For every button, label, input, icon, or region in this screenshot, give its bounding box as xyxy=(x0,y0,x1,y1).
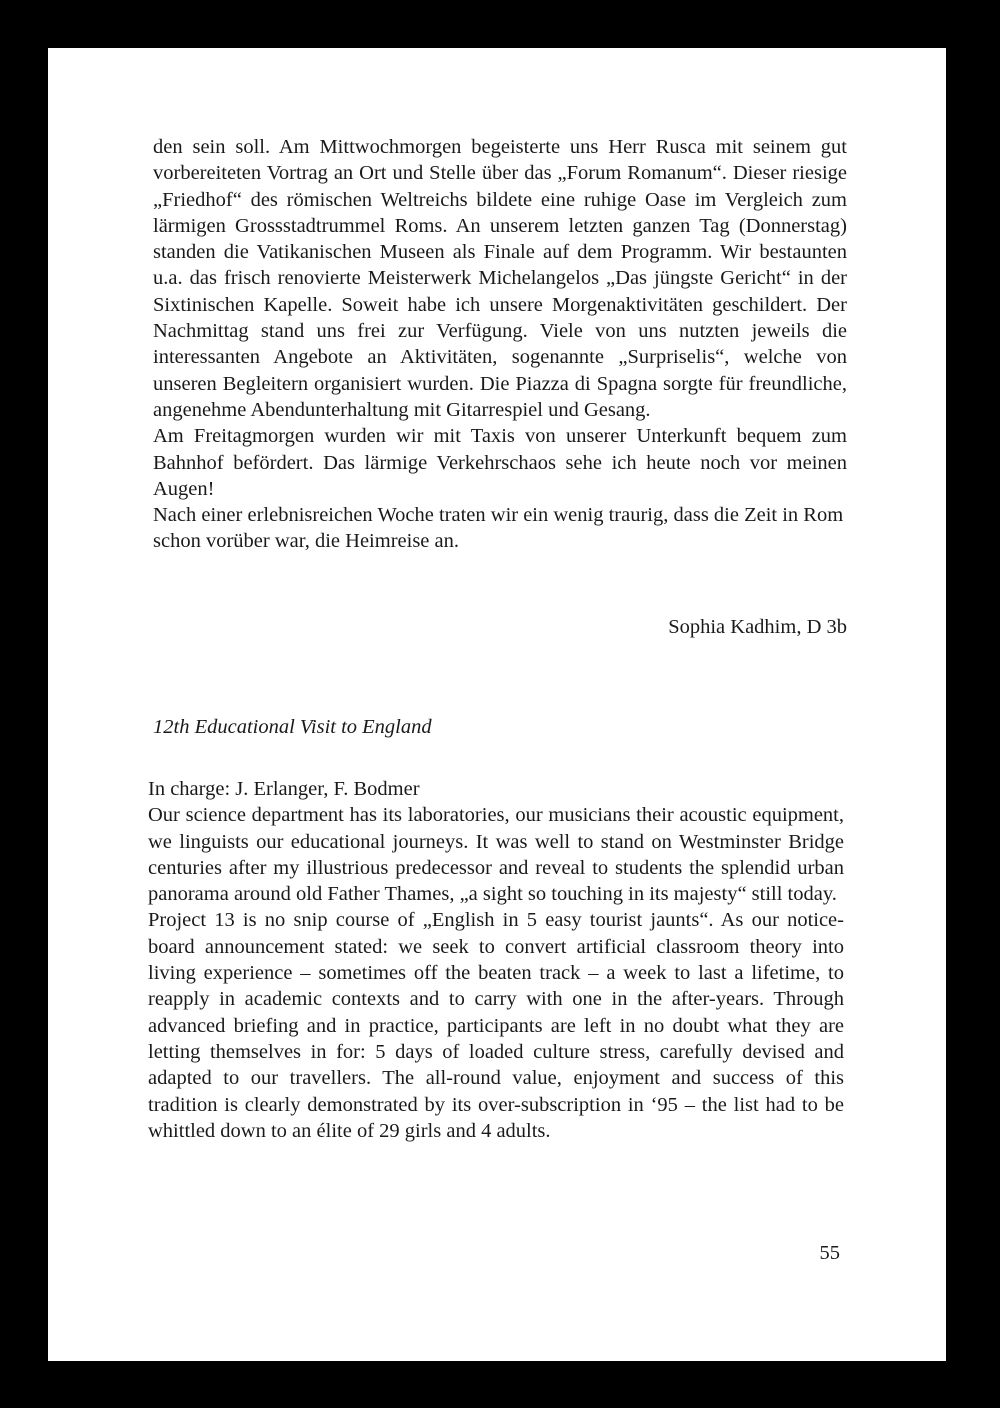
paragraph: Our science department has its laboratories, our musicians their acoustic equipment, we linguists our educational journeys. It was well to stand on Westminster Bridge centuries after my illustrious predecessor and reveal to students the splendid urban panorama around old Father Thames, „a sight so touching in its majesty“ still today. xyxy=(148,804,844,906)
document-page xyxy=(48,48,946,1361)
section-title: 12th Educational Visit to England xyxy=(153,716,432,738)
in-charge-line: In charge: J. Erlanger, F. Bodmer xyxy=(148,778,420,800)
paragraph: den sein soll. Am Mittwochmorgen begeisterte uns Herr Rusca mit seinem gut vorbereiteten Vortrag an Ort und Stelle über das „Forum Romanum“. Dieser riesige „Friedhof“ des römischen Weltreichs bildete eine ruhige Oase im Vergleich zum lärmigen Grossstadtrummel Roms. An unserem letzten ganzen Tag (Donnerstag) standen die Vatikanischen Museen als Finale auf dem Programm. Wir bestaunten u.a. das frisch renovierte Meisterwerk Michelangelos „Das jüngste Gericht“ in der Sixtinischen Kapelle. Soweit habe ich unsere Morgenaktivitäten geschildert. Der Nachmittag stand uns frei zur Verfügung. Viele von uns nutzten jeweils die interessanten Angebote an Aktivitäten, sogenannte „Surpriselis“, welche von unseren Begleitern organisiert wurden. Die Piazza di Spagna sorgte für freundliche, angenehme Abendunterhaltung mit Gitarrespiel und Gesang. xyxy=(153,136,847,421)
page-number: 55 xyxy=(819,1242,840,1264)
author-signature: Sophia Kadhim, D 3b xyxy=(668,616,847,638)
paragraph: Project 13 is no snip course of „English in 5 easy tourist jaunts“. As our notice-board announcement stated: we seek to convert artificial classroom theory into living experience – sometimes off the beaten track – a week to last a lifetime, to reapply in academic contexts and to carry with one in the after-years. Through advanced briefing and in practice, participants are left in no doubt what they are letting themselves in for: 5 days of loaded culture stress, carefully devised and adapted to our travellers. The all-round value, enjoyment and success of this tradition is clearly demonstrated by its over-subscription in ‘95 – the list had to be whittled down to an élite of 29 girls and 4 adults. xyxy=(148,909,844,1142)
paragraph: Am Freitagmorgen wurden wir mit Taxis von unserer Unterkunft bequem zum Bahnhof befördert. Das lärmige Verkehrschaos sehe ich heute noch vor meinen Augen! xyxy=(153,425,847,500)
english-report-text xyxy=(148,776,844,1144)
paragraph: Nach einer erlebnisreichen Woche traten wir ein wenig traurig, dass die Zeit in Rom schon vorüber war, die Heimreise an. xyxy=(153,504,844,553)
german-report-text xyxy=(153,134,847,555)
